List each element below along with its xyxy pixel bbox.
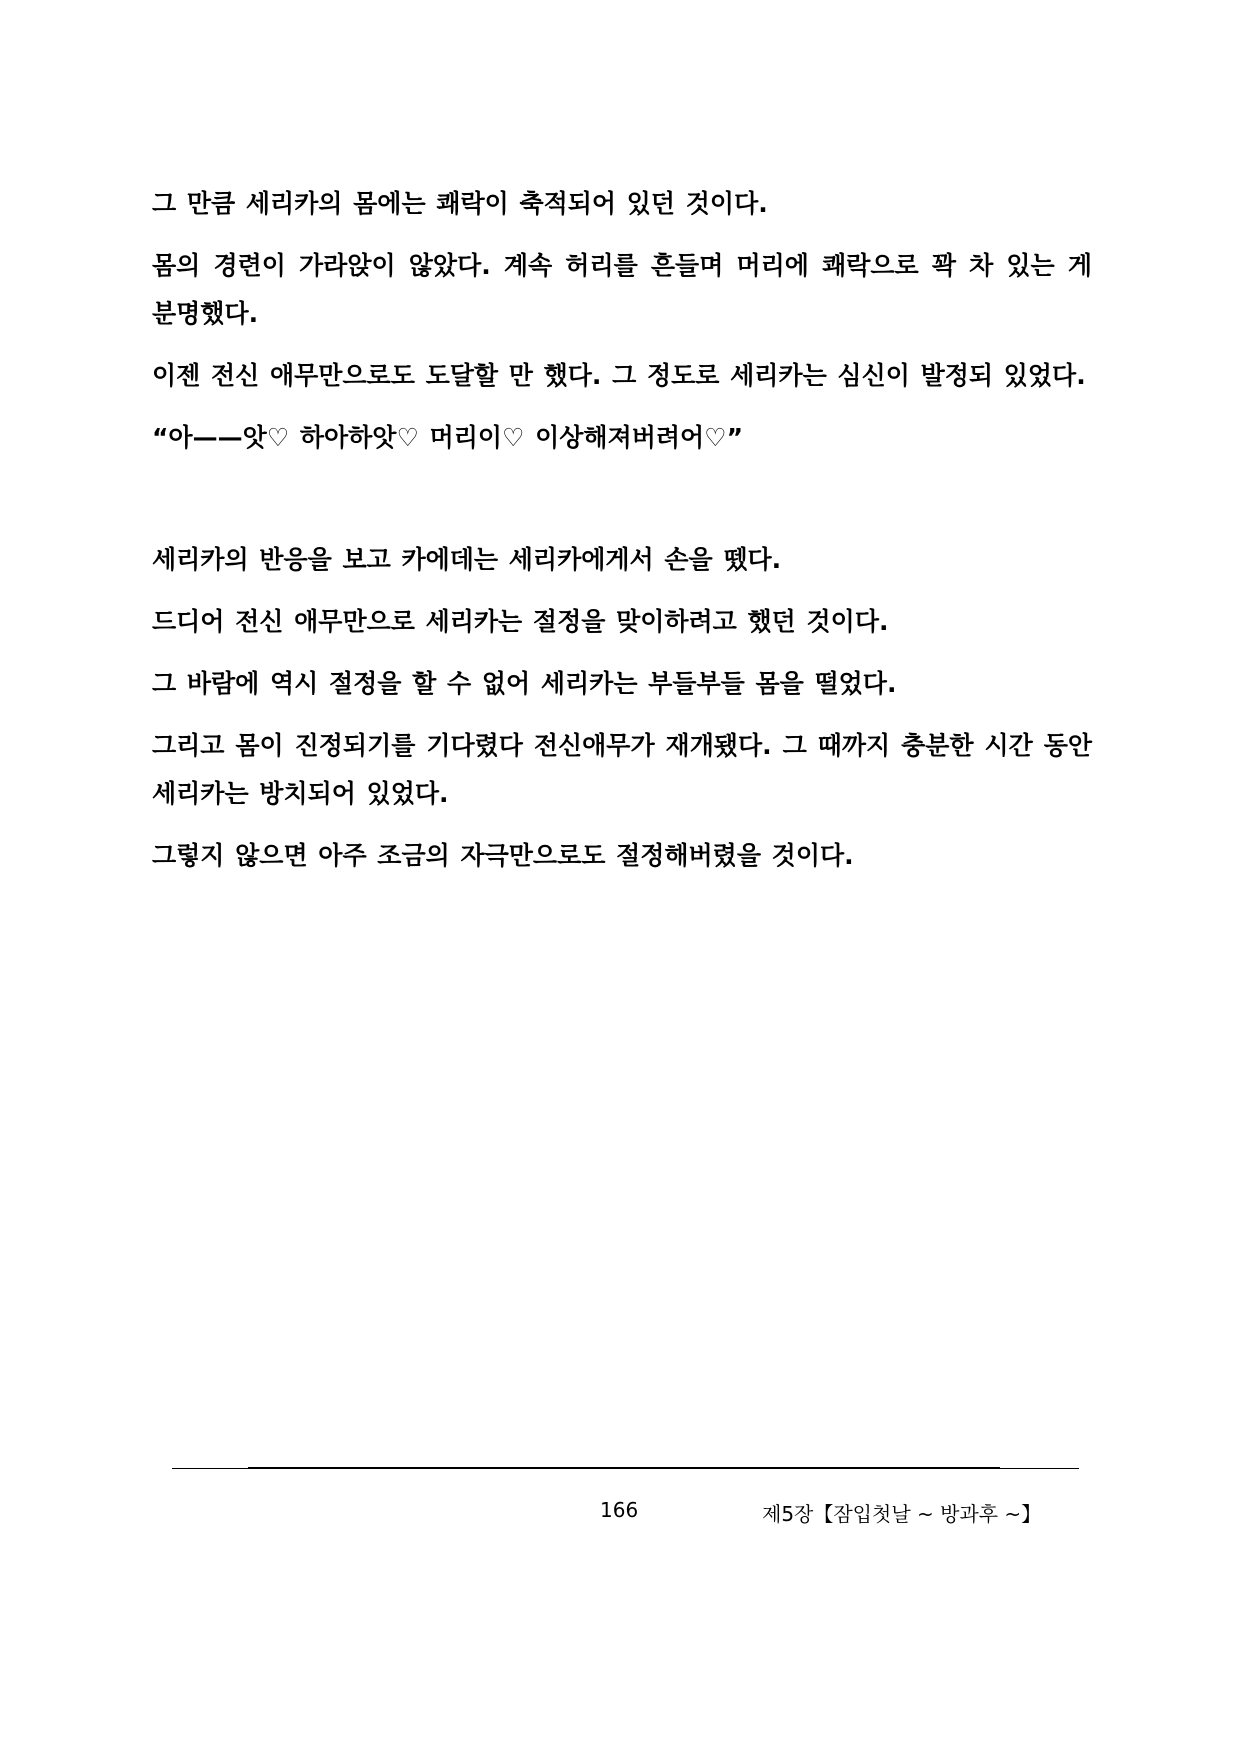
paragraph: 그렇지 않으면 아주 조금의 자극만으로도 절정해버렸을 것이다. [152,841,854,870]
dialogue-line: “아——앗♡ 하아하앗♡ 머리이♡ 이상해져버려어♡” [152,423,744,452]
footer-divider-accent [248,1467,1000,1469]
page-footer [0,1498,1240,1532]
paragraph: 이젠 전신 애무만으로도 도달할 만 했다. 그 정도로 세리카는 심신이 발정되 있었다. [152,361,1086,390]
paragraph: 몸의 경련이 가라앉이 않았다. 계속 허리를 흔들며 머리에 쾌락으로 꽉 차 있는 게 분명했다. [152,251,1092,328]
page-body [152,180,1092,894]
chapter-title: 제5장【잠입첫날 ~ 방과후 ~】 [762,1502,1042,1526]
section-break [152,476,1092,536]
paragraph: 세리카의 반응을 보고 카에데는 세리카에게서 손을 뗐다. [152,545,782,574]
paragraph: 드디어 전신 애무만으로 세리카는 절정을 맞이하려고 했던 것이다. [152,607,889,636]
paragraph: 그리고 몸이 진정되기를 기다렸다 전신애무가 재개됐다. 그 때까지 충분한 시간 동안 세리카는 방치되어 있었다. [152,731,1092,808]
page-number: 166 [600,1498,639,1522]
paragraph: 그 만큼 세리카의 몸에는 쾌락이 축적되어 있던 것이다. [152,189,768,218]
paragraph: 그 바람에 역시 절정을 할 수 없어 세리카는 부들부들 몸을 떨었다. [152,669,897,698]
